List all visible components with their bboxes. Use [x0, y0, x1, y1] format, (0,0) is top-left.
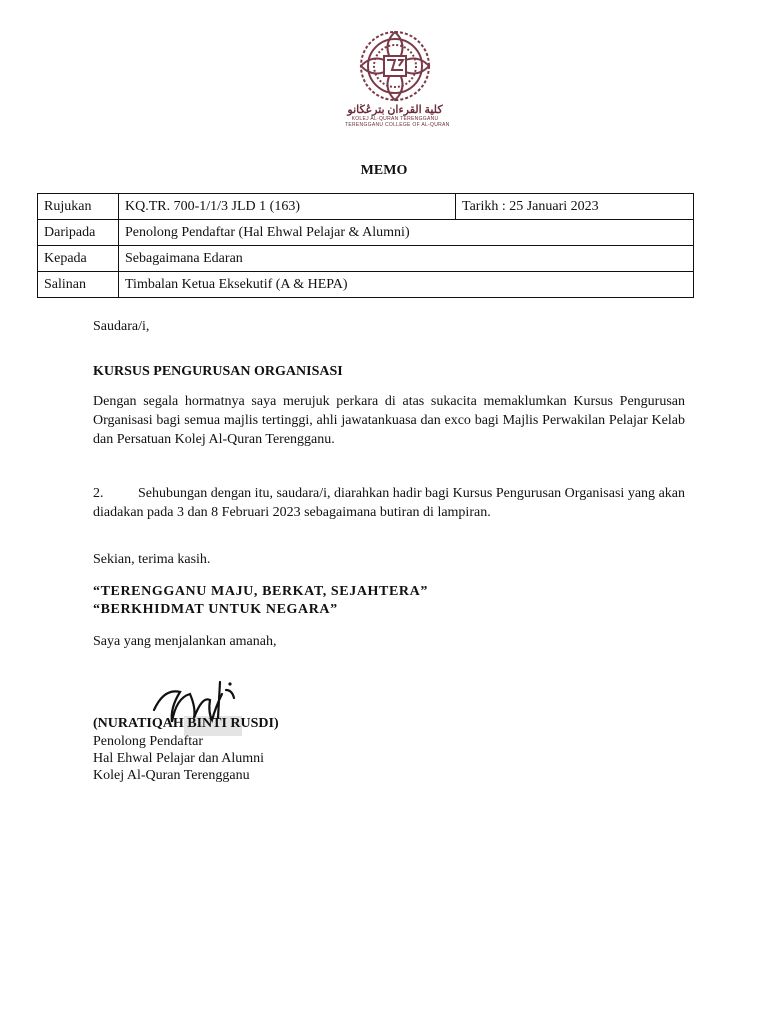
logo-english-line2: TERENGGANU COLLEGE OF AL-QURAN	[345, 122, 450, 128]
paragraph-2-number: 2.	[93, 486, 104, 501]
signatory-name: (NURATIQAH BINTI RUSDI)	[93, 716, 279, 731]
logo-english-line1: KOLEJ AL-QURAN TERENGGANU	[351, 116, 439, 122]
table-row	[38, 272, 694, 298]
table-row	[38, 220, 694, 246]
memo-info-table	[37, 193, 694, 298]
memo-title: MEMO	[360, 163, 408, 178]
signatory-title: Penolong Pendaftar	[93, 734, 204, 749]
row-label-rujukan: Rujukan	[38, 194, 119, 220]
motto-line-1: “TERENGGANU MAJU, BERKAT, SEJAHTERA”	[93, 584, 428, 599]
amanah-line: Saya yang menjalankan amanah,	[93, 634, 277, 649]
paragraph-1: Dengan segala hormatnya saya merujuk perkara di atas sukacita memaklumkan Kursus Pengurusan Organisasi bagi semua majlis tertinggi, ahli jawatankuasa dan exco bagi Majlis Perwakilan Pelajar Kelab dan Persatuan Kolej Al-Quran Terengganu.	[93, 394, 685, 447]
paragraph-2-text: Sehubungan dengan itu, saudara/i, diarahkan hadir bagi Kursus Pengurusan Organisasi yang akan diadakan pada 3 dan 8 Februari 2023 sebagaimana butiran di lampiran.	[93, 486, 685, 520]
row-label-daripada: Daripada	[38, 220, 119, 246]
motto-line-2: “BERKHIDMAT UNTUK NEGARA”	[93, 602, 338, 617]
paragraph-2	[93, 484, 685, 522]
signatory-organisation: Kolej Al-Quran Terengganu	[93, 768, 250, 783]
row-value-kepada: Sebagaimana Edaran	[119, 246, 694, 272]
salutation: Saudara/i,	[93, 319, 150, 334]
subject-heading: KURSUS PENGURUSAN ORGANISASI	[93, 364, 343, 379]
logo-emblem-icon	[340, 26, 450, 106]
closing-line: Sekian, terima kasih.	[93, 552, 211, 567]
row-date: Tarikh : 25 Januari 2023	[456, 194, 694, 220]
logo-text	[345, 104, 450, 128]
row-label-salinan: Salinan	[38, 272, 119, 298]
table-row	[38, 194, 694, 220]
row-value-rujukan: KQ.TR. 700-1/1/3 JLD 1 (163)	[119, 194, 456, 220]
row-label-kepada: Kepada	[38, 246, 119, 272]
row-value-salinan: Timbalan Ketua Eksekutif (A & HEPA)	[119, 272, 694, 298]
signatory-department: Hal Ehwal Pelajar dan Alumni	[93, 751, 265, 766]
row-value-daripada: Penolong Pendaftar (Hal Ehwal Pelajar & Alumni)	[119, 220, 694, 246]
table-row	[38, 246, 694, 272]
logo-arabic-text: كلية القرءان بترڠڬانو	[347, 104, 443, 116]
